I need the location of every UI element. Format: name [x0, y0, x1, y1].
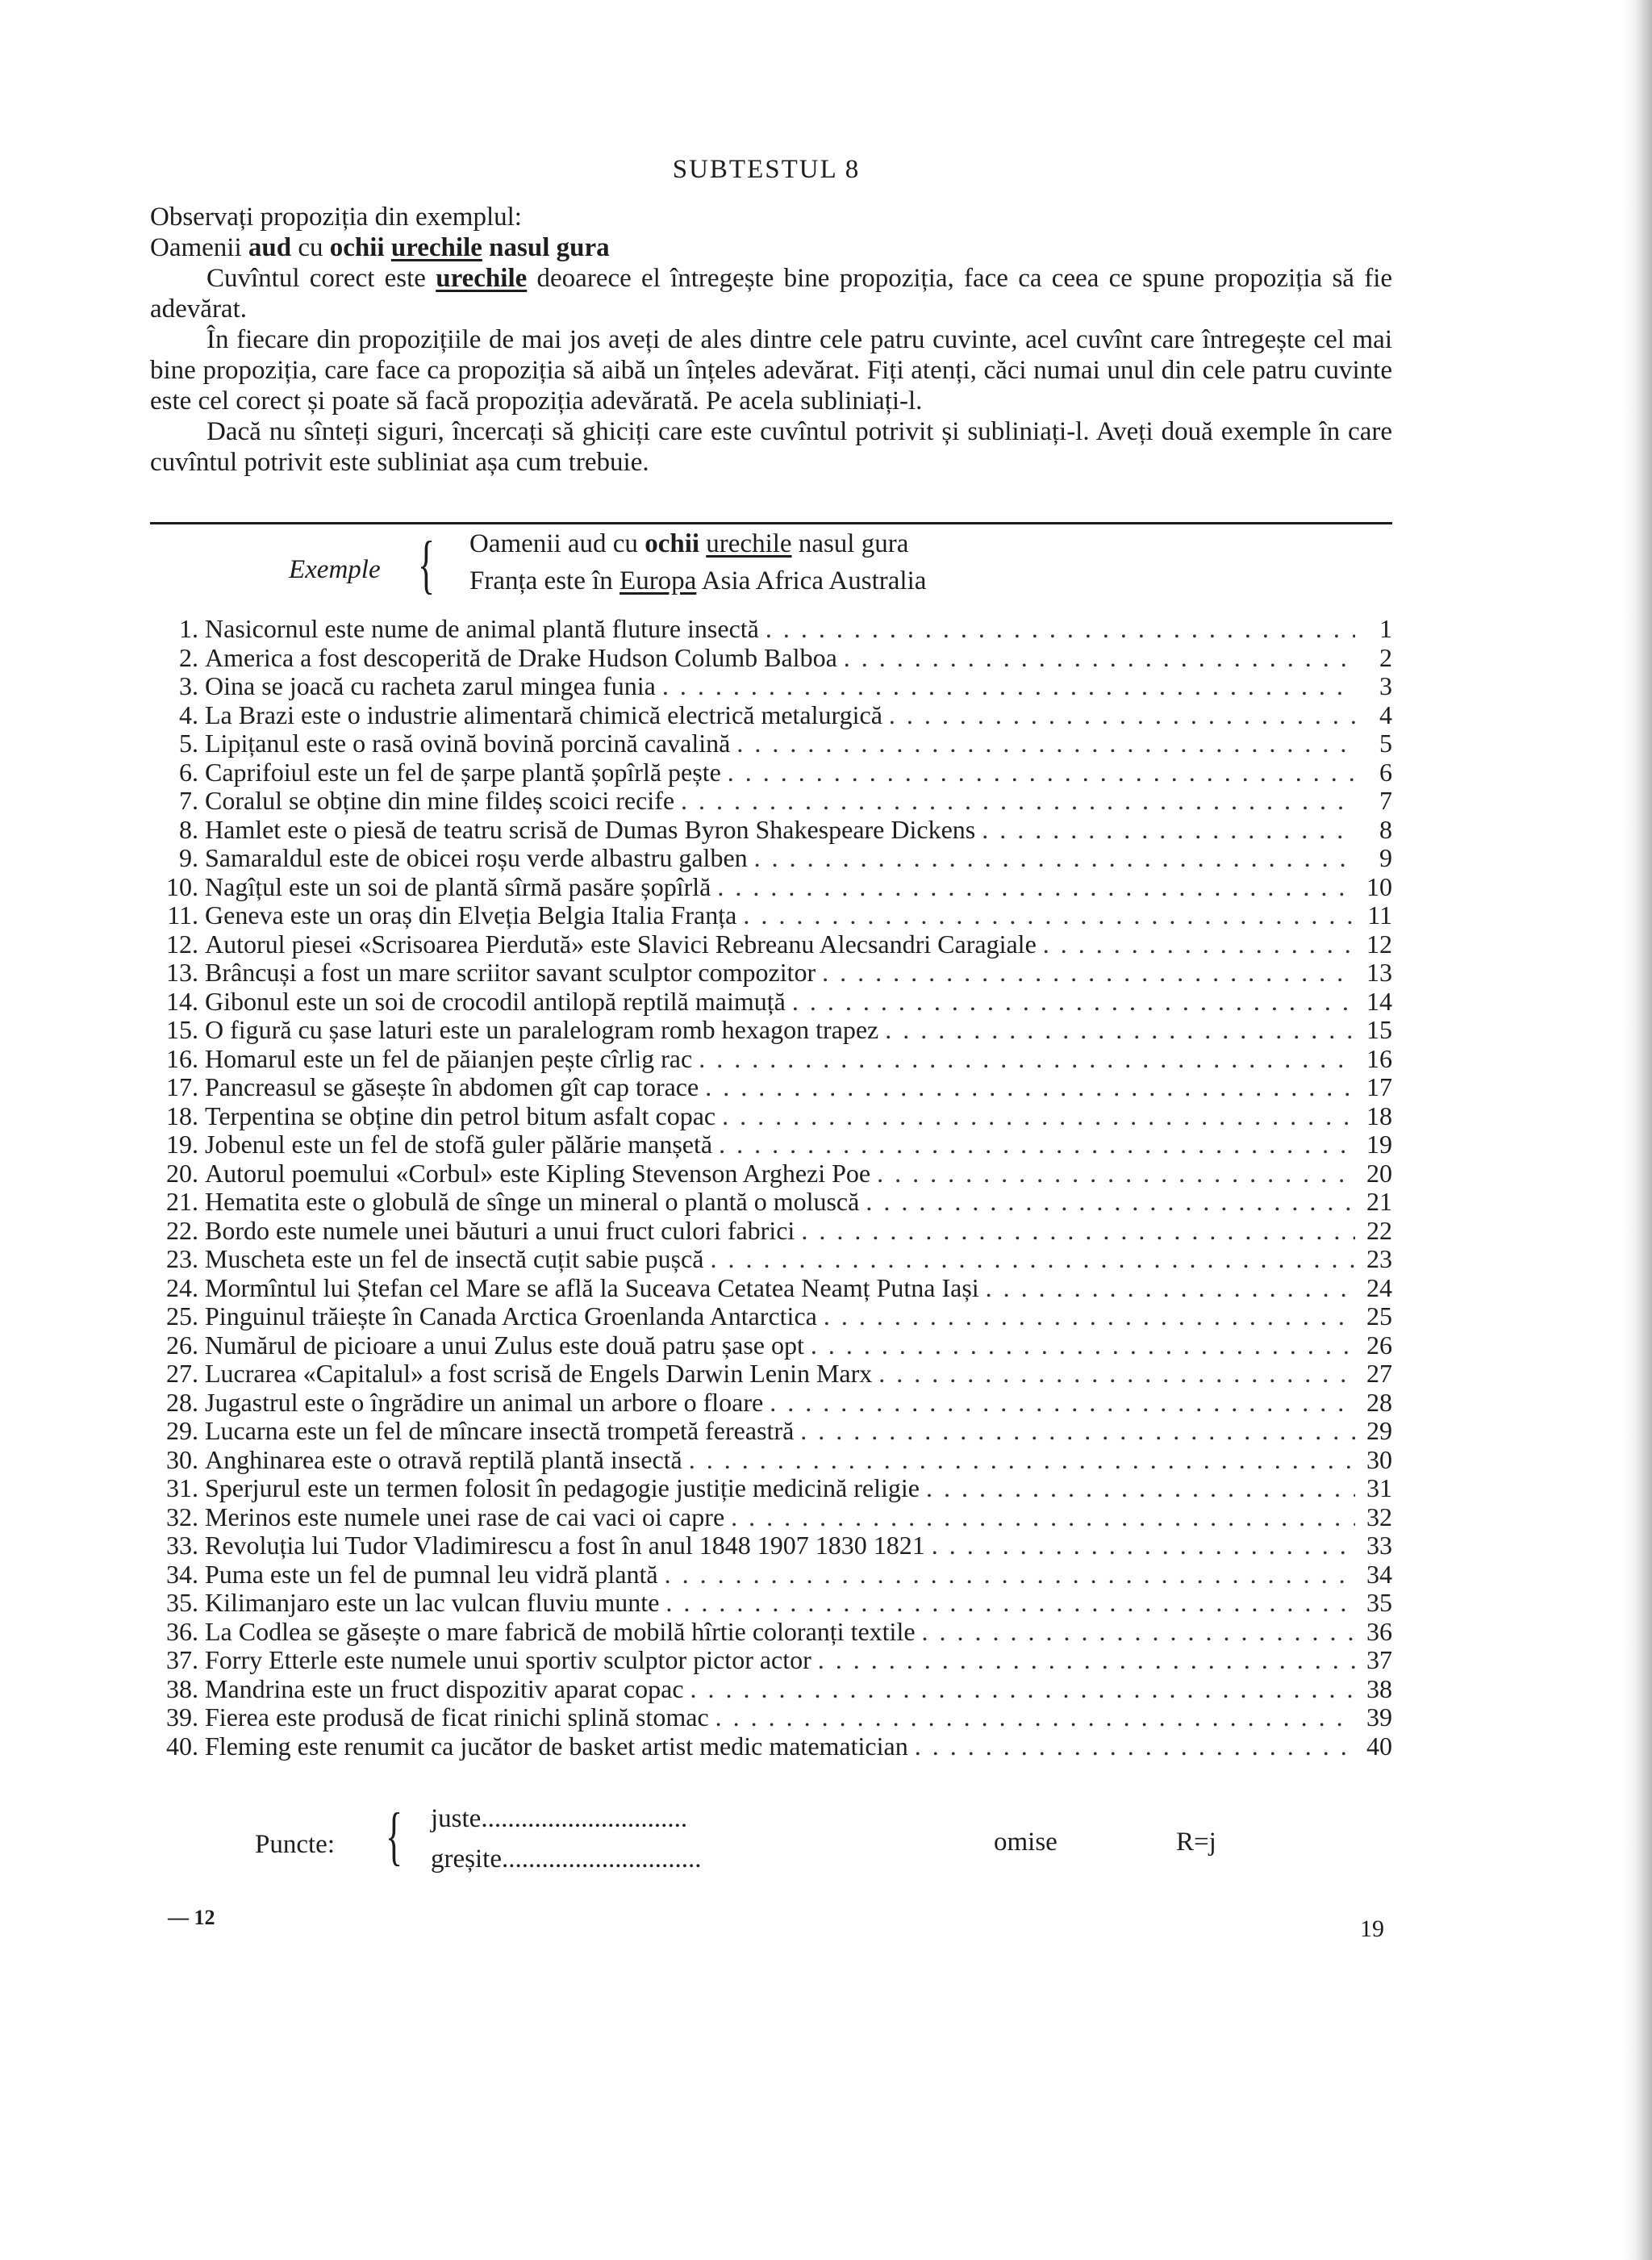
question-item	[150, 1045, 1392, 1074]
question-index: 21	[1366, 1187, 1392, 1216]
question-number: 39.	[166, 1702, 198, 1732]
dot-leader	[804, 1331, 1355, 1360]
dot-leader	[916, 1618, 1355, 1647]
question-number: 8.	[179, 814, 198, 844]
dot-leader	[736, 901, 1355, 930]
option-word: gura	[861, 529, 909, 558]
dot-leader	[816, 959, 1355, 988]
question-text[interactable]: La Brazi este o industrie alimentară chimică electrică metalurgică	[205, 700, 882, 729]
example-word: gura	[556, 233, 610, 262]
question-item	[150, 1531, 1392, 1560]
question-number: 28.	[166, 1387, 198, 1417]
question-number: 16.	[166, 1043, 198, 1073]
question-index: 14	[1366, 986, 1392, 1016]
option-word: Asia	[701, 566, 751, 595]
explanation-text: Cuvîntul corect este	[206, 264, 426, 293]
question-index: 40	[1366, 1731, 1392, 1761]
example-word: ochii	[329, 233, 385, 262]
question-item	[150, 1188, 1392, 1217]
dot-leader	[703, 1245, 1355, 1274]
question-number: 2.	[179, 642, 198, 672]
question-item	[150, 1417, 1392, 1446]
question-index: 8	[1379, 814, 1392, 844]
question-number: 36.	[166, 1616, 198, 1646]
dot-leader	[908, 1732, 1355, 1761]
question-item	[150, 758, 1392, 787]
question-item	[150, 1130, 1392, 1159]
question-index: 29	[1366, 1416, 1392, 1445]
question-number: 4.	[179, 700, 198, 729]
score-correct-blank[interactable]: ...............................	[481, 1804, 688, 1833]
question-number: 34.	[166, 1559, 198, 1589]
question-index: 33	[1366, 1531, 1392, 1560]
example-word: cu	[298, 233, 323, 262]
question-number: 15.	[166, 1015, 198, 1044]
instruction-example	[150, 232, 1392, 263]
option-word-underlined: urechile	[706, 529, 792, 558]
question-number: 17.	[166, 1072, 198, 1101]
score-correct-label: juste	[431, 1804, 482, 1833]
dot-leader	[870, 1159, 1355, 1188]
question-index: 25	[1366, 1301, 1392, 1331]
question-item	[150, 1503, 1392, 1532]
dot-leader	[712, 1130, 1355, 1159]
dot-leader	[658, 1560, 1355, 1590]
question-number: 5.	[179, 729, 198, 758]
question-index: 23	[1366, 1244, 1392, 1273]
dot-leader	[659, 1589, 1355, 1618]
question-number: 22.	[166, 1215, 198, 1245]
question-item	[150, 816, 1392, 845]
question-item	[150, 1589, 1392, 1618]
dot-leader	[925, 1531, 1355, 1560]
question-index: 16	[1366, 1043, 1392, 1073]
score-label: Puncte:	[255, 1830, 335, 1859]
question-text[interactable]: O figură cu șase laturi este un paralelogram romb hexagon trapez	[205, 1015, 879, 1044]
question-text[interactable]: Nasicornul este nume de animal plantă fluture insectă	[205, 614, 759, 643]
score-wrong-label: greșite	[431, 1844, 502, 1874]
question-number: 26.	[166, 1330, 198, 1360]
example-line-2	[469, 566, 926, 596]
question-number: 38.	[166, 1673, 198, 1703]
dot-leader	[878, 1016, 1355, 1045]
dot-leader	[859, 1188, 1355, 1217]
question-index: 27	[1366, 1359, 1392, 1388]
dot-leader	[786, 988, 1355, 1017]
option-word: Africa	[755, 566, 824, 595]
question-item	[150, 1618, 1392, 1647]
question-text[interactable]: Jugastrul este o îngrădire un animal un arbore o floare	[205, 1387, 764, 1417]
question-text[interactable]: Numărul de picioare a unui Zulus este două patru șase opt	[205, 1330, 804, 1360]
dot-leader	[682, 1446, 1355, 1475]
question-text[interactable]: Lucrarea «Capitalul» a fost scrisă de Engels Darwin Lenin Marx	[205, 1359, 873, 1388]
question-item	[150, 1073, 1392, 1102]
question-number: 30.	[166, 1444, 198, 1474]
question-text[interactable]: Oina se joacă cu racheta zarul mingea funia	[205, 671, 656, 700]
question-index: 36	[1366, 1616, 1392, 1646]
question-text[interactable]: Mandrina este un fruct dispozitiv aparat copac	[205, 1673, 684, 1703]
question-index: 38	[1366, 1673, 1392, 1703]
dot-leader	[837, 644, 1355, 673]
question-item	[150, 1360, 1392, 1389]
question-number: 37.	[166, 1645, 198, 1674]
question-number: 23.	[166, 1244, 198, 1273]
question-index: 39	[1366, 1702, 1392, 1732]
dot-leader	[730, 729, 1355, 758]
dot-leader	[979, 1274, 1355, 1303]
question-index: 10	[1366, 871, 1392, 901]
question-item	[150, 901, 1392, 930]
question-text[interactable]: Mormîntul lui Ștefan cel Mare se află la Suceava Cetatea Neamț Putna Iași	[205, 1272, 979, 1302]
divider-rule	[150, 522, 1392, 524]
instruction-line-1: Observați propoziția din exemplul:	[150, 203, 522, 232]
question-number: 33.	[166, 1531, 198, 1560]
question-text[interactable]: La Codlea se găsește o mare fabrică de mobilă hîrtie coloranți textile	[205, 1616, 916, 1646]
question-number: 31.	[166, 1473, 198, 1502]
question-text[interactable]: Brâncuși a fost un mare scriitor savant sculptor compozitor	[205, 958, 816, 987]
question-text[interactable]: Hematita este o globulă de sînge un mineral o plantă o moluscă	[205, 1187, 860, 1216]
question-text[interactable]: Fierea este produsă de ficat rinichi splină stomac	[205, 1702, 709, 1732]
question-text[interactable]: Sperjurul este un termen folosit în pedagogie justiție medicină religie	[205, 1473, 920, 1502]
score-wrong-blank[interactable]: ..............................	[501, 1844, 702, 1874]
question-index: 13	[1366, 958, 1392, 987]
question-item	[150, 1245, 1392, 1274]
question-item	[150, 1217, 1392, 1246]
example-line-1	[469, 529, 908, 559]
dot-leader	[656, 672, 1355, 701]
question-text[interactable]: Homarul este un fel de păianjen pește cîrlig rac	[205, 1043, 693, 1073]
question-index: 15	[1366, 1015, 1392, 1044]
question-number: 13.	[166, 958, 198, 987]
question-text[interactable]: Autorul poemului «Corbul» este Kipling Stevenson Arghezi Poe	[205, 1158, 871, 1188]
question-index: 22	[1366, 1215, 1392, 1245]
question-text[interactable]: Anghinarea este o otravă reptilă plantă insectă	[205, 1444, 682, 1474]
question-item	[150, 615, 1392, 644]
example-word: aud	[248, 233, 292, 262]
question-index: 5	[1379, 729, 1392, 758]
dot-leader	[794, 1417, 1355, 1446]
example-word-underlined: urechile	[390, 233, 482, 262]
question-number: 20.	[166, 1158, 198, 1188]
question-index: 28	[1366, 1387, 1392, 1417]
question-index: 3	[1379, 671, 1392, 700]
question-index: 9	[1379, 843, 1392, 872]
dot-leader	[759, 615, 1355, 644]
option-word: ochii	[645, 529, 700, 558]
question-number: 25.	[166, 1301, 198, 1331]
question-text[interactable]: Revoluția lui Tudor Vladimirescu a fost în anul 1848 1907 1830 1821	[205, 1531, 925, 1560]
dot-leader	[920, 1474, 1355, 1503]
question-number: 6.	[179, 757, 198, 787]
question-text[interactable]: Samaraldul este de obicei roșu verde albastru galben	[205, 843, 748, 872]
question-number: 3.	[179, 671, 198, 700]
explanation-word-underlined: urechile	[436, 264, 528, 293]
signature-mark: — 12	[168, 1906, 215, 1929]
question-text[interactable]: Caprifoiul este un fel de șarpe plantă șopîrlă pește	[205, 757, 721, 787]
question-item	[150, 787, 1392, 816]
question-text[interactable]: America a fost descoperită de Drake Hudson Columb Balboa	[205, 642, 837, 672]
question-number: 24.	[166, 1272, 198, 1302]
instruction-paragraph: Dacă nu sînteți siguri, încercați să ghiciți care este cuvîntul potrivit și subliniați-l. Aveți două exemple în care cuvîntul potrivit este subliniat așa cum trebuie.	[150, 417, 1392, 477]
dot-leader	[975, 816, 1355, 845]
score-brace: {	[386, 1801, 403, 1872]
question-index: 18	[1366, 1101, 1392, 1130]
option-word: Australia	[828, 566, 927, 595]
dot-leader	[763, 1389, 1355, 1418]
question-text[interactable]: Merinos este numele unei rase de cai vaci oi capre	[205, 1502, 725, 1531]
question-index: 19	[1366, 1130, 1392, 1159]
instruction-explanation	[150, 263, 1392, 324]
question-number: 35.	[166, 1588, 198, 1617]
question-index: 2	[1379, 642, 1392, 672]
question-text[interactable]: Geneva este un oraș din Elveția Belgia Italia Franța	[205, 900, 737, 929]
question-text[interactable]: Bordo este numele unei băuturi a unui fruct culori fabrici	[205, 1215, 795, 1245]
example-word: Oamenii	[150, 233, 242, 262]
question-text[interactable]: Jobenul este un fel de stofă guler pălărie manșetă	[205, 1130, 713, 1159]
question-item	[150, 1675, 1392, 1704]
option-word: nasul	[798, 529, 855, 558]
question-item	[150, 844, 1392, 873]
question-text[interactable]: Puma este un fel de pumnal leu vidră plantă	[205, 1559, 658, 1589]
question-index: 31	[1366, 1473, 1392, 1502]
question-index: 26	[1366, 1330, 1392, 1360]
example-word: nasul	[489, 233, 550, 262]
score-wrong	[431, 1844, 701, 1874]
score-formula: R=j	[1176, 1828, 1216, 1857]
question-index: 32	[1366, 1502, 1392, 1531]
question-text[interactable]: Gibonul este un soi de crocodil antilopă reptilă maimuță	[205, 986, 786, 1016]
option-word-underlined: Europa	[620, 566, 697, 595]
question-index: 1	[1379, 614, 1392, 643]
score-omitted: omise	[994, 1828, 1058, 1857]
question-index: 11	[1367, 900, 1392, 929]
question-text[interactable]: Pancreasul se găsește în abdomen gît cap torace	[205, 1072, 699, 1101]
question-number: 19.	[166, 1130, 198, 1159]
question-number: 11.	[167, 900, 198, 929]
question-index: 7	[1379, 786, 1392, 815]
instructions	[150, 202, 1392, 478]
question-index: 6	[1379, 757, 1392, 787]
question-item	[150, 1274, 1392, 1303]
question-index: 30	[1366, 1444, 1392, 1474]
page-title: SUBTESTUL 8	[672, 155, 861, 184]
question-index: 37	[1366, 1645, 1392, 1674]
page-edge-shadow	[1623, 0, 1652, 2260]
dot-leader	[721, 758, 1355, 787]
question-text[interactable]: Lipițanul este o rasă ovină bovină porcină cavalină	[205, 729, 731, 758]
dot-leader	[817, 1302, 1355, 1331]
question-item	[150, 729, 1392, 758]
dot-leader	[1037, 930, 1355, 959]
dot-leader	[872, 1360, 1355, 1389]
question-item	[150, 873, 1392, 902]
dot-leader	[711, 873, 1355, 902]
question-index: 12	[1366, 929, 1392, 959]
question-index: 24	[1366, 1272, 1392, 1302]
question-item	[150, 1646, 1392, 1675]
example-text: Oamenii aud cu	[469, 529, 638, 558]
question-text[interactable]: Nagîțul este un soi de plantă sîrmă pasăre șopîrlă	[205, 871, 711, 901]
question-item	[150, 701, 1392, 730]
question-index: 20	[1366, 1158, 1392, 1188]
question-number: 14.	[166, 986, 198, 1016]
question-text[interactable]: Lucarna este un fel de mîncare insectă trompetă fereastră	[205, 1416, 795, 1445]
dot-leader	[795, 1217, 1355, 1246]
question-text[interactable]: Kilimanjaro este un lac vulcan fluviu munte	[205, 1588, 660, 1617]
dot-leader	[715, 1102, 1355, 1131]
question-text[interactable]: Hamlet este o piesă de teatru scrisă de Dumas Byron Shakespeare Dickens	[205, 814, 976, 844]
question-item	[150, 959, 1392, 988]
question-text[interactable]: Forry Etterle este numele unui sportiv sculptor pictor actor	[205, 1645, 811, 1674]
question-item	[150, 1389, 1392, 1418]
question-text[interactable]: Muscheta este un fel de insectă cuțit sabie pușcă	[205, 1244, 704, 1273]
question-index: 4	[1379, 700, 1392, 729]
question-item	[150, 1560, 1392, 1590]
question-number: 9.	[179, 843, 198, 872]
question-number: 27.	[166, 1359, 198, 1388]
question-number: 29.	[166, 1416, 198, 1445]
question-item	[150, 644, 1392, 673]
dot-leader	[724, 1503, 1355, 1532]
dot-leader	[699, 1073, 1355, 1102]
question-item	[150, 1302, 1392, 1331]
question-item	[150, 1331, 1392, 1360]
dot-leader	[709, 1703, 1355, 1732]
question-item	[150, 1102, 1392, 1131]
question-number: 40.	[166, 1731, 198, 1761]
question-index: 35	[1366, 1588, 1392, 1617]
question-item	[150, 1159, 1392, 1188]
question-index: 34	[1366, 1559, 1392, 1589]
dot-leader	[882, 701, 1355, 730]
question-item	[150, 672, 1392, 701]
question-text[interactable]: Terpentina se obține din petrol bitum asfalt copac	[205, 1101, 716, 1130]
explanation-text: deoarece el întregește bine propoziția, face ca ceea ce spune propoziția să fie adevărat.	[150, 264, 1393, 324]
question-list	[150, 615, 1392, 1761]
question-item	[150, 1703, 1392, 1732]
page-number: 19	[1360, 1915, 1384, 1942]
question-item	[150, 1016, 1392, 1045]
question-text[interactable]: Coralul se obține din mine fildeș scoici recife	[205, 786, 675, 815]
question-number: 21.	[166, 1187, 198, 1216]
question-text[interactable]: Fleming este renumit ca jucător de basket artist medic matematician	[205, 1731, 908, 1761]
question-number: 32.	[166, 1502, 198, 1531]
question-item	[150, 1732, 1392, 1761]
question-text[interactable]: Pinguinul trăiește în Canada Arctica Groenlanda Antarctica	[205, 1301, 817, 1331]
question-text[interactable]: Autorul piesei «Scrisoarea Pierdută» este Slavici Rebreanu Alecsandri Caragiale	[205, 929, 1037, 959]
question-number: 12.	[166, 929, 198, 959]
dot-leader	[748, 844, 1355, 873]
question-number: 7.	[179, 786, 198, 815]
dot-leader	[811, 1646, 1355, 1675]
examples-brace: {	[418, 529, 436, 600]
question-number: 10.	[166, 871, 198, 901]
question-index: 17	[1366, 1072, 1392, 1101]
example-text: Franța este în	[469, 566, 613, 595]
question-item	[150, 1474, 1392, 1503]
question-number: 1.	[179, 614, 198, 643]
score-correct	[431, 1804, 687, 1834]
dot-leader	[684, 1675, 1355, 1704]
examples-label: Exemple	[289, 555, 381, 584]
dot-leader	[692, 1045, 1355, 1074]
question-item	[150, 1446, 1392, 1475]
dot-leader	[674, 787, 1355, 816]
instruction-paragraph: În fiecare din propozițiile de mai jos aveți de ales dintre cele patru cuvinte, acel cuvînt care întregește cel mai bine propoziția, care face ca propoziția să aibă un înțeles adevărat. Fiți atenți, căci numai unul din cele patru cuvinte este cel corect și poate să facă propoziția adevărată. Pe acela subliniați-l.	[150, 325, 1392, 416]
question-number: 18.	[166, 1101, 198, 1130]
question-item	[150, 930, 1392, 959]
question-item	[150, 988, 1392, 1017]
